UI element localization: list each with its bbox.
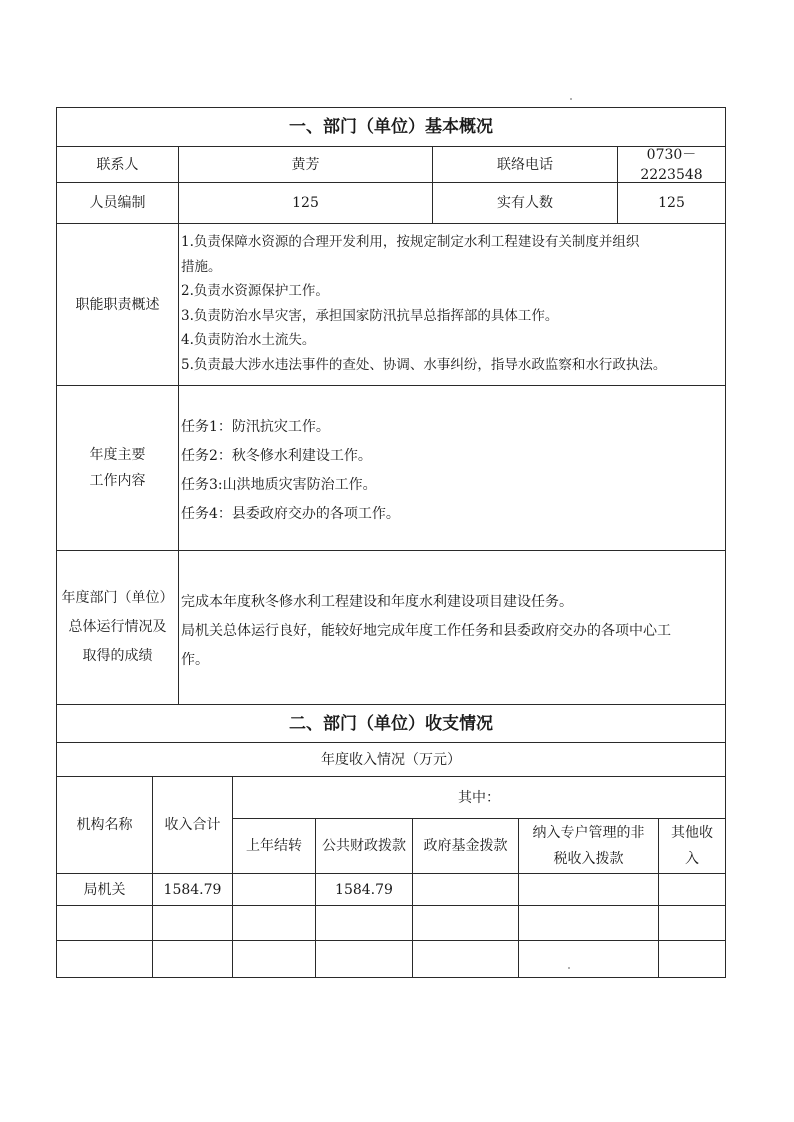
col-nontax-header bbox=[518, 818, 659, 874]
tasks-cell bbox=[178, 385, 726, 551]
task-line: 任务2：秋冬修水利建设工作。 bbox=[181, 448, 372, 464]
empty-cell bbox=[658, 940, 726, 978]
performance-line: 完成本年度秋冬修水利工程建设和年度水利建设项目建设任务。 bbox=[181, 594, 573, 610]
col-among-header: 其中： bbox=[232, 776, 726, 819]
empty-cell bbox=[412, 905, 519, 941]
row1-other bbox=[658, 873, 726, 906]
empty-cell bbox=[315, 940, 413, 978]
row1-public: 1584.79 bbox=[315, 873, 413, 906]
performance-label-line: 年度部门（单位） bbox=[61, 590, 174, 606]
actual-value: 125 bbox=[617, 182, 726, 224]
duties-cell bbox=[178, 223, 726, 386]
tasks-label bbox=[56, 385, 179, 551]
contact-label: 联系人 bbox=[56, 146, 179, 183]
empty-cell bbox=[56, 905, 153, 941]
performance-line: 作。 bbox=[181, 652, 209, 668]
duty-line: 3.负责防治水旱灾害，承担国家防汛抗旱总指挥部的具体工作。 bbox=[181, 307, 559, 324]
col-org-header: 机构名称 bbox=[56, 776, 153, 874]
col-other-header bbox=[658, 818, 726, 874]
section2-title: 二、部门（单位）收支情况 bbox=[56, 704, 726, 743]
empty-cell bbox=[658, 905, 726, 941]
col-nontax-line: 税收入拨款 bbox=[553, 851, 624, 867]
col-total-header: 收入合计 bbox=[152, 776, 233, 874]
contact-value: 黄芳 bbox=[178, 146, 433, 183]
col-other-line: 其他收 bbox=[671, 825, 713, 841]
row1-fund bbox=[412, 873, 519, 906]
performance-cell bbox=[178, 550, 726, 705]
row1-total: 1584.79 bbox=[152, 873, 233, 906]
duty-line: 5.负责最大涉水违法事件的查处、协调、水事纠纷，指导水政监察和水行政执法。 bbox=[181, 356, 667, 373]
performance-label bbox=[56, 550, 179, 705]
duty-line: 1.负责保障水资源的合理开发利用，按规定制定水利工程建设有关制度并组织 bbox=[181, 234, 640, 250]
scan-speck bbox=[568, 967, 570, 969]
duties-label: 职能职责概述 bbox=[56, 223, 179, 386]
performance-label-line: 总体运行情况及 bbox=[68, 619, 167, 635]
col-public-header: 公共财政拨款 bbox=[315, 818, 413, 874]
duty-line: 4.负责防治水土流失。 bbox=[181, 332, 316, 348]
actual-label: 实有人数 bbox=[432, 182, 618, 224]
row1-carry bbox=[232, 873, 316, 906]
task-line: 任务4：县委政府交办的各项工作。 bbox=[181, 506, 400, 522]
empty-cell bbox=[315, 905, 413, 941]
performance-label-line: 取得的成绩 bbox=[82, 648, 153, 664]
empty-cell bbox=[518, 940, 659, 978]
empty-cell bbox=[56, 940, 153, 978]
col-fund-header: 政府基金拨款 bbox=[412, 818, 519, 874]
empty-cell bbox=[152, 905, 233, 941]
staff-value: 125 bbox=[178, 182, 433, 224]
tasks-label-line: 工作内容 bbox=[89, 473, 146, 489]
task-line: 任务1：防汛抗灾工作。 bbox=[181, 419, 330, 435]
empty-cell bbox=[412, 940, 519, 978]
task-line: 任务3:山洪地质灾害防治工作。 bbox=[181, 477, 377, 493]
col-carry-header: 上年结转 bbox=[232, 818, 316, 874]
phone-label: 联络电话 bbox=[432, 146, 618, 183]
duty-line: 2.负责水资源保护工作。 bbox=[181, 283, 329, 299]
empty-cell bbox=[152, 940, 233, 978]
performance-line: 局机关总体运行良好，能较好地完成年度工作任务和县委政府交办的各项中心工 bbox=[181, 623, 671, 639]
section1-title: 一、部门（单位）基本概况 bbox=[56, 107, 726, 147]
staff-label: 人员编制 bbox=[56, 182, 179, 224]
empty-cell bbox=[232, 940, 316, 978]
empty-cell bbox=[518, 905, 659, 941]
empty-cell bbox=[232, 905, 316, 941]
income-title: 年度收入情况（万元） bbox=[56, 742, 726, 777]
phone-value: 0730－2223548 bbox=[617, 146, 726, 183]
scan-speck bbox=[570, 98, 572, 100]
duty-line: 措施。 bbox=[181, 258, 222, 275]
col-nontax-line: 纳入专户管理的非 bbox=[532, 825, 645, 841]
row1-nontax bbox=[518, 873, 659, 906]
row1-org: 局机关 bbox=[56, 873, 153, 906]
col-other-line: 入 bbox=[685, 851, 699, 867]
tasks-label-line: 年度主要 bbox=[89, 447, 146, 463]
